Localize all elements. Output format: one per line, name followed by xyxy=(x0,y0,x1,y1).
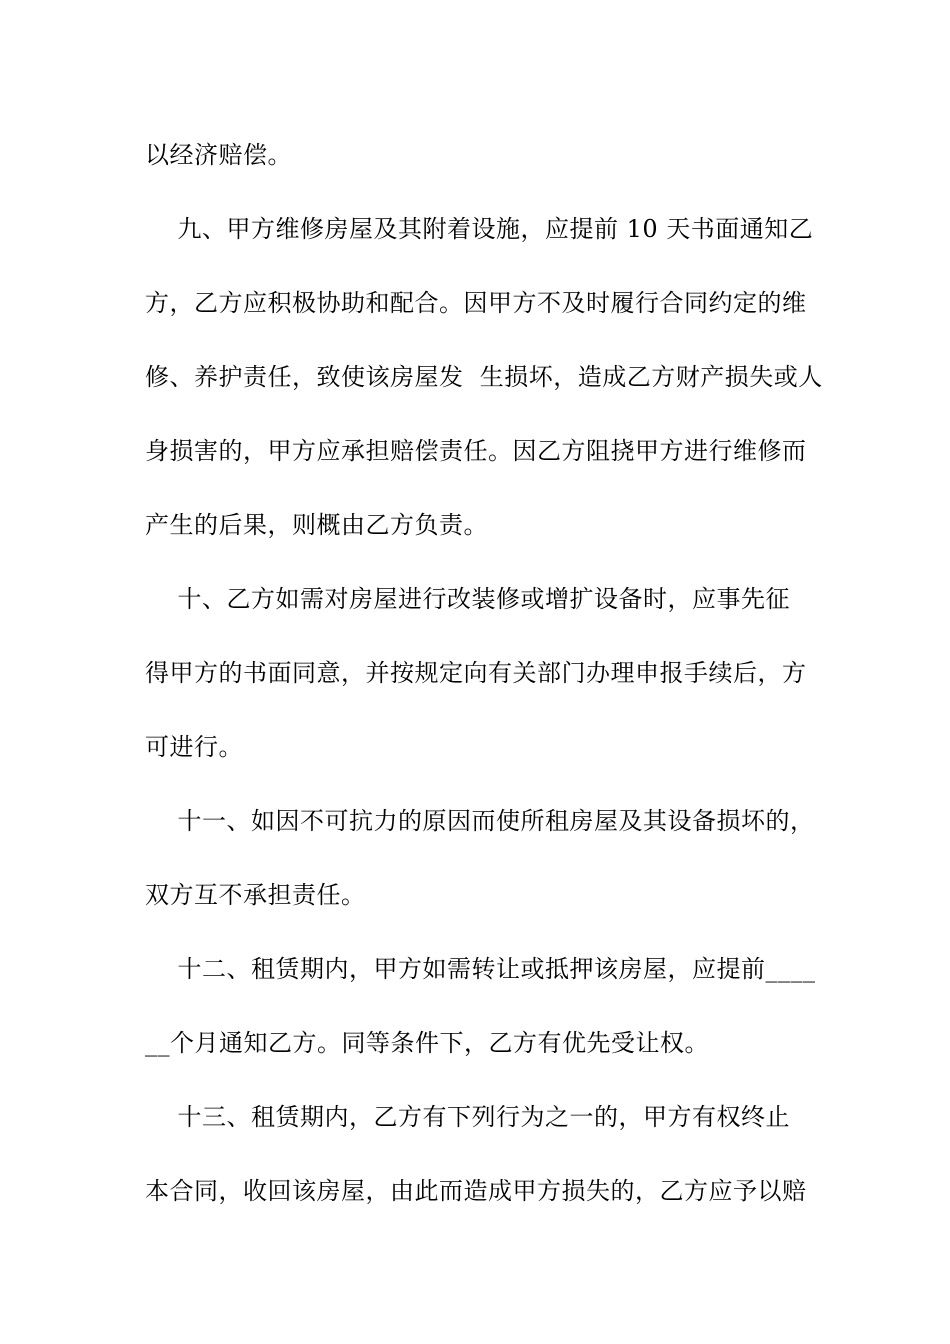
text-line: 九、甲方维修房屋及其附着设施，应提前 10 天书面通知乙 xyxy=(145,215,814,243)
text-line: 十三、租赁期内，乙方有下列行为之一的，甲方有权终止 xyxy=(145,1103,791,1131)
text-line: 方，乙方应积极协助和配合。因甲方不及时履行合同约定的维 xyxy=(145,289,807,317)
text-line: 修、养护责任，致使该房屋发 生损坏，造成乙方财产损失或人 xyxy=(145,363,823,391)
text-line: 十、乙方如需对房屋进行改装修或增扩设备时，应事先征 xyxy=(145,585,791,613)
text-line: 十二、租赁期内，甲方如需转让或抵押该房屋，应提前____ xyxy=(145,955,816,983)
text-line: 身损害的，甲方应承担赔偿责任。因乙方阻挠甲方进行维修而 xyxy=(145,437,807,465)
text-line: 可进行。 xyxy=(145,733,243,761)
contract-text xyxy=(145,118,823,1228)
text-line: 产生的后果，则概由乙方负责。 xyxy=(145,511,488,539)
text-line: 十一、如因不可抗力的原因而使所租房屋及其设备损坏的， xyxy=(145,807,815,835)
text-line: 得甲方的书面同意，并按规定向有关部门办理申报手续后，方 xyxy=(145,659,807,687)
text-line: 以经济赔偿。 xyxy=(145,141,292,169)
text-line: 双方互不承担责任。 xyxy=(145,881,366,909)
text-line: 本合同，收回该房屋，由此而造成甲方损失的，乙方应予以赔 xyxy=(145,1177,807,1205)
text-line: __个月通知乙方。同等条件下，乙方有优先受让权。 xyxy=(145,1029,709,1057)
